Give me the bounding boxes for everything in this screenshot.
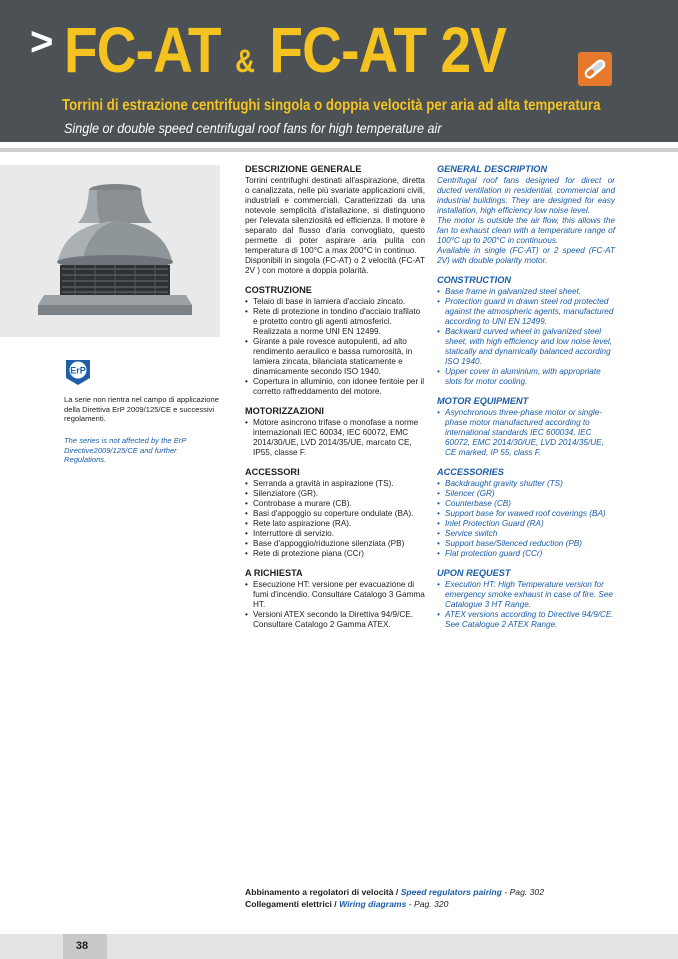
- section-title: MOTORIZZAZIONI: [245, 406, 324, 416]
- list-item: • Service switch: [437, 529, 615, 539]
- section-on-request-it: [245, 568, 425, 630]
- section-title: GENERAL DESCRIPTION: [437, 164, 548, 174]
- list-item: • Flat protection guard (CCr): [437, 549, 615, 559]
- english-column: [437, 164, 615, 639]
- list-item: • Interruttore di servizio.: [245, 529, 425, 539]
- section-title: DESCRIZIONE GENERALE: [245, 164, 362, 174]
- wiring-diagrams-reference[interactable]: [245, 899, 448, 910]
- list-item: • Silencer (GR): [437, 489, 615, 499]
- paragraph: Centrifugal roof fans designed for direct or ducted ventilation in residential, commercial and industrial buildings. They are designed for easy installation, high efficiency low noise level.: [437, 176, 615, 215]
- list-item: • Base frame in galvanized steel sheet.: [437, 287, 615, 297]
- section-on-request-en: [437, 568, 615, 630]
- section-title: MOTOR EQUIPMENT: [437, 396, 529, 406]
- reference-separator: /: [393, 887, 401, 897]
- section-title: A RICHIESTA: [245, 568, 303, 578]
- list-item: • Protection guard in drawn steel rod protected against the atmospheric agents, manufactured according to UNI EN 12499.: [437, 297, 615, 327]
- list-item: • Silenziatore (GR).: [245, 489, 425, 499]
- list-item: • Backdraught gravity shutter (TS): [437, 479, 615, 489]
- section-title: ACCESSORIES: [437, 467, 504, 477]
- reference-label-it: Collegamenti elettrici: [245, 899, 332, 909]
- list-item: • Esecuzione HT: versione per evacuazione di fumi d'incendio. Consultare Catalogo 3 Gamma HT.: [245, 580, 425, 610]
- section-motors-it: [245, 406, 425, 458]
- page-header: [0, 0, 678, 142]
- paragraph: Available in single (FC-AT) or 2 speed (FC-AT 2V) with double polarity motor.: [437, 246, 615, 265]
- reference-label-en: Wiring diagrams: [339, 899, 407, 909]
- bullet-list: [437, 580, 615, 630]
- subtitle-italian: Torrini di estrazione centrifughi singola o doppia velocità per aria ad alta temperatura: [62, 97, 601, 114]
- speed-regulators-reference[interactable]: [245, 887, 544, 898]
- page-number: 38: [75, 940, 89, 952]
- erp-note-english: The series is not affected by the ErP Directive2009/125/CE and further Regulations.: [64, 436, 187, 464]
- list-item: • Execution HT: High Temperature version for emergency smoke exhaust in case of fire. See Catalogue 3 HT Range.: [437, 580, 615, 610]
- list-item: • Versioni ATEX secondo la Direttiva 94/9/CE. Consultare Catalogo 2 Gamma ATEX.: [245, 610, 425, 630]
- section-general-en: [437, 164, 615, 266]
- italian-column: [245, 164, 425, 639]
- list-item: • Motore asincrono trifase o monofase a norme internazionali IEC 60034, IEC 60072, EMC 2014/30/UE, LVD 2014/35/UE, marcato CE, IP55, classe F.: [245, 418, 425, 458]
- erp-badge: [64, 358, 92, 386]
- section-title: UPON REQUEST: [437, 568, 511, 578]
- title-model-1: FC-AT: [64, 14, 221, 86]
- list-item: • Support base for wawed roof coverings (BA): [437, 509, 615, 519]
- list-item: • Upper cover in aluminium, with appropriate slots for motor cooling.: [437, 367, 615, 387]
- section-construction-en: [437, 275, 615, 387]
- list-item: • Copertura in alluminio, con idonee feritoie per il corretto raffreddamento del motore.: [245, 377, 425, 397]
- bullet-list: [245, 479, 425, 559]
- section-general-it: [245, 164, 425, 276]
- section-title: COSTRUZIONE: [245, 285, 312, 295]
- high-temperature-icon: [578, 52, 612, 86]
- list-item: • Asynchronous three-phase motor or single-phase motor manufactured according to international standards IEC 600034, IEC 60072, EMC 2014/30/UE, LVD 2014/35/UE, CE marked, IP 55, class F.: [437, 408, 615, 458]
- erp-note-italian: La serie non rientra nel campo di applicazione della Direttiva ErP 2009/125/CE e successivi regolamenti.: [64, 395, 219, 423]
- section-construction-it: [245, 285, 425, 397]
- list-item: • Controbase a murare (CB).: [245, 499, 425, 509]
- reference-page: - Pag. 320: [406, 899, 449, 909]
- title-model-2: FC-AT 2V: [269, 14, 507, 86]
- reference-label-en: Speed regulators pairing: [400, 887, 502, 897]
- list-item: • Backward curved wheel in galvanized steel sheet, with high efficiency and low noise level, statically and dynamically balanced according ISO 1940.: [437, 327, 615, 367]
- list-item: • ATEX versions according to Directive 94/9/CE. See Catalogue 2 ATEX Range.: [437, 610, 615, 630]
- section-title: CONSTRUCTION: [437, 275, 512, 285]
- product-title: [64, 14, 506, 97]
- reference-label-it: Abbinamento a regolatori di velocità: [245, 887, 394, 897]
- list-item: • Counterbase (CB): [437, 499, 615, 509]
- bullet-list: [437, 408, 615, 458]
- subtitle-english: Single or double speed centrifugal roof fans for high temperature air: [64, 120, 442, 136]
- list-item: • Inlet Protection Guard (RA): [437, 519, 615, 529]
- section-accessories-en: [437, 467, 615, 559]
- section-motors-en: [437, 396, 615, 458]
- list-item: • Base d'appoggio/riduzione silenziata (PB): [245, 539, 425, 549]
- paragraph: Torrini centrifughi destinati all'aspirazione, diretta o canalizzata, nelle più svariate applicazioni civili, industriali e commerciali. Caratterizzati da una notevole semplicità d'istallazione, si distinguono per l'elevata silenziosità ed efficienza. Il motore è separato dal flusso d'aria convogliato, questo permette di poter aspirare aria pulita con temperatura di 100°C a max 200°C in continuo.: [245, 176, 425, 255]
- title-ampersand: &: [235, 43, 255, 79]
- list-item: • Rete di protezione piana (CCr): [245, 549, 425, 559]
- page-number-box: [63, 934, 107, 959]
- reference-separator: /: [331, 899, 340, 909]
- bullet-list: [245, 580, 425, 630]
- reference-page: - Pag. 302: [501, 887, 544, 897]
- roof-fan-product-image: [0, 165, 220, 337]
- list-item: • Girante a pale rovesce autopulenti, ad alto rendimento aeraulico e bassa rumorosità, in lamiera zincata, bilanciata staticamente e dinamicamente secondo ISO 1940.: [245, 337, 425, 377]
- section-accessories-it: [245, 467, 425, 559]
- erp-badge-label: ErP: [70, 365, 86, 376]
- list-item: • Telaio di base in lamiera d'acciaio zincato.: [245, 297, 425, 307]
- list-item: • Rete lato aspirazione (RA).: [245, 519, 425, 529]
- bullet-list: [437, 287, 615, 387]
- list-item: • Rete di protezione in tondino d'acciaio trafilato e protetto contro gli agenti atmosferici. Realizzata a norme UNI EN 12499.: [245, 307, 425, 337]
- section-title: ACCESSORI: [245, 467, 300, 477]
- paragraph: Disponibili in singola (FC-AT) o 2 velocità (FC-AT 2V ) con motore a doppia polarità.: [245, 256, 425, 275]
- list-item: • Basi d'appoggio su coperture ondulate (BA).: [245, 509, 425, 519]
- paragraph: The motor is outside the air flow, this allows the fan to exhaust clean with a temperature range of 100°C up to 200°C in continuous.: [437, 216, 615, 245]
- bullet-list: [245, 418, 425, 458]
- chevron-icon: >: [30, 20, 54, 64]
- bullet-list: [245, 297, 425, 397]
- list-item: • Serranda a gravità in aspirazione (TS).: [245, 479, 425, 489]
- list-item: • Support base/Silenced reduction (PB): [437, 539, 615, 549]
- bullet-list: [437, 479, 615, 559]
- header-divider: [0, 148, 678, 152]
